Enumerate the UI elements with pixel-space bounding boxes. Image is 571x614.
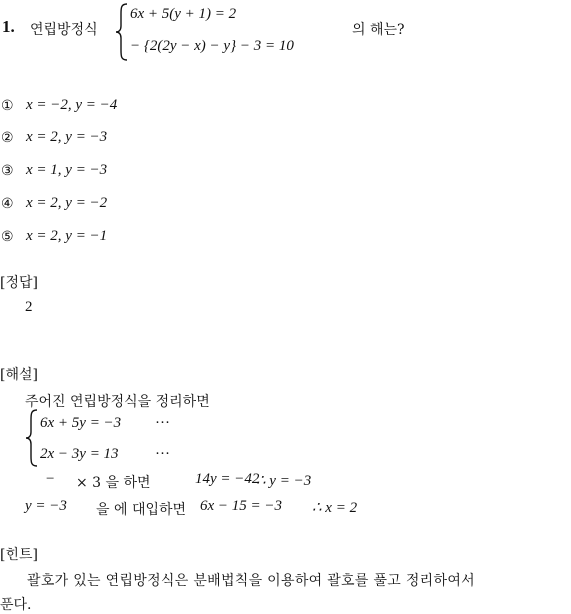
answer-label: [정답] xyxy=(0,275,38,291)
step1-text: × 3 을 하면 xyxy=(76,475,151,491)
step2-text: 을 에 대입하면 xyxy=(96,502,187,518)
system-equation-1-dots: ··· xyxy=(155,415,170,431)
choice-text: x = 2, y = −1 xyxy=(26,228,108,244)
choice-text: x = 2, y = −3 xyxy=(26,129,108,145)
choice-mark: ④ xyxy=(1,196,14,212)
choice-mark: ② xyxy=(1,130,14,146)
system-equation-1: 6x + 5y = −3 xyxy=(40,415,122,431)
question-equation-2: − {2(2y − x) − y} − 3 = 10 xyxy=(130,38,294,54)
step1-minus: − xyxy=(46,471,55,487)
hint-label: [힌트] xyxy=(0,547,38,563)
choice-text: x = 2, y = −2 xyxy=(26,195,108,211)
step1-conclusion: ∴ y = −3 xyxy=(256,473,312,489)
system-equation-2-dots: ··· xyxy=(155,446,170,462)
choice-text: x = −2, y = −4 xyxy=(26,97,118,113)
choice-mark: ⑤ xyxy=(1,229,14,245)
hint-line-1: 괄호가 있는 연립방정식은 분배법칙을 이용하여 괄호를 풀고 정리하여서 xyxy=(27,573,475,589)
system-equation-2: 2x − 3y = 13 xyxy=(40,446,119,462)
explanation-intro: 주어진 연립방정식을 정리하면 xyxy=(25,394,210,410)
left-brace-icon xyxy=(115,2,129,62)
hint-line-2: 푼다. xyxy=(0,597,32,613)
step2-result: 6x − 15 = −3 xyxy=(200,498,283,514)
left-brace-icon xyxy=(25,408,39,468)
answer-value: 2 xyxy=(25,299,33,315)
step1-result: 14y = −42 xyxy=(195,471,260,487)
question-equation-1: 6x + 5(y + 1) = 2 xyxy=(130,6,237,22)
choice-mark: ① xyxy=(1,98,14,114)
step2-conclusion: ∴ x = 2 xyxy=(312,500,358,516)
explanation-label: [해설] xyxy=(0,367,38,383)
question-suffix: 의 해는? xyxy=(352,22,405,38)
question-number: 1. xyxy=(2,17,15,36)
step2-value: y = −3 xyxy=(25,498,67,514)
choice-text: x = 1, y = −3 xyxy=(26,162,108,178)
question-prefix: 연립방정식 xyxy=(30,22,98,38)
choice-mark: ③ xyxy=(1,163,14,179)
